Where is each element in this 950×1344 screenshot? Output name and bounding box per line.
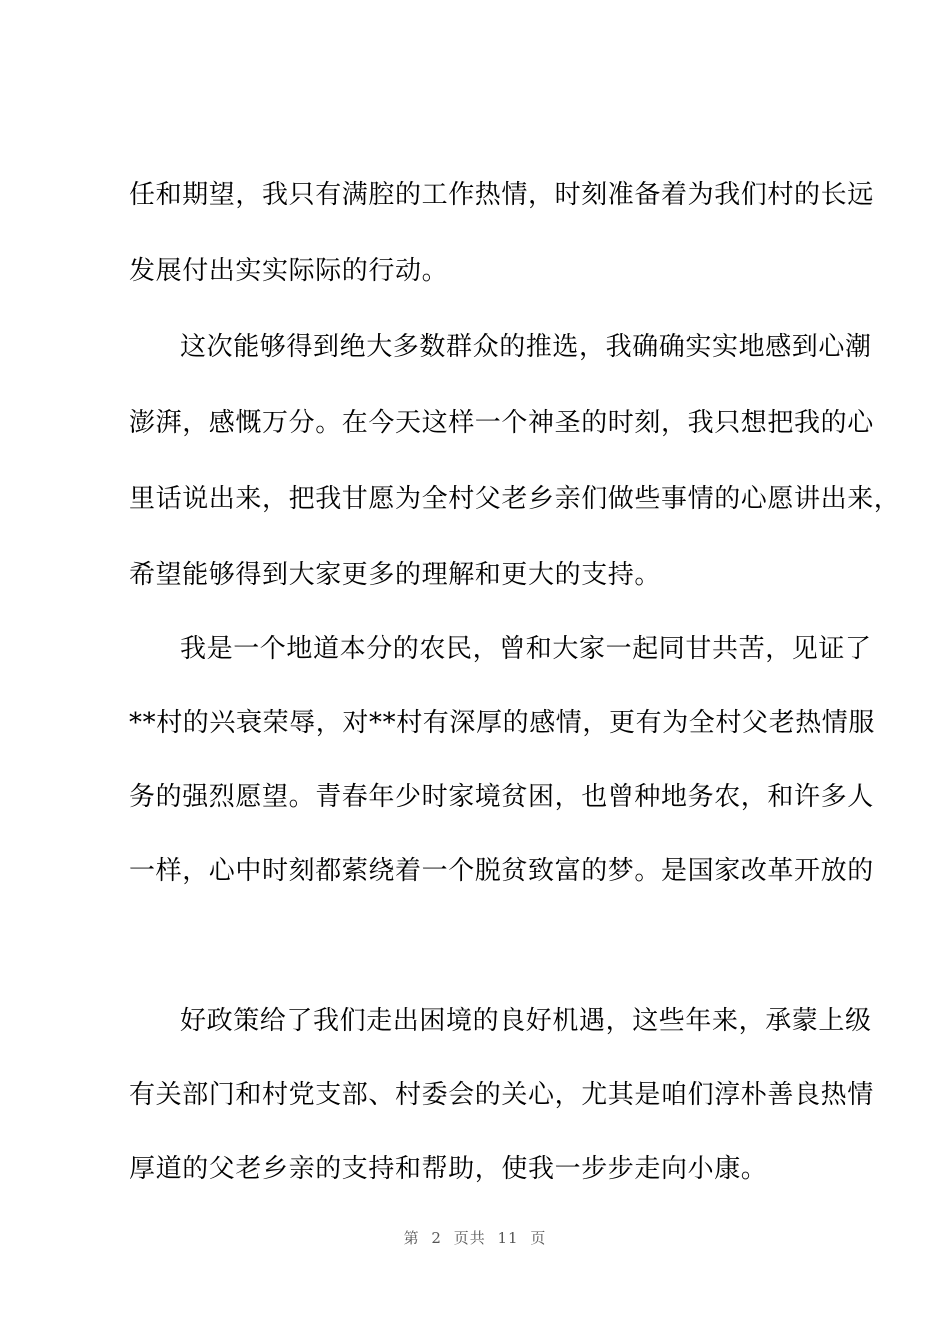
page-number-footer: 第 2 页共 11 页 bbox=[403, 1229, 547, 1247]
text-line: 务的强烈愿望。青春年少时家境贫困，也曾种地务农，和许多人 bbox=[129, 782, 874, 812]
text-line: **村的兴衰荣辱，对**村有深厚的感情，更有为全村父老热情服 bbox=[129, 708, 876, 738]
text-line: 里话说出来，把我甘愿为全村父老乡亲们做些事情的心愿讲出来， bbox=[129, 484, 901, 514]
text-line: 任和期望，我只有满腔的工作热情，时刻准备着为我们村的长远 bbox=[129, 180, 874, 210]
paragraph-start-line: 我是一个地道本分的农民，曾和大家一起同甘共苦，见证了 bbox=[180, 634, 872, 664]
text-line: 澎湃，感慨万分。在今天这样一个神圣的时刻，我只想把我的心 bbox=[129, 408, 874, 438]
text-line: 有关部门和村党支部、村委会的关心，尤其是咱们淳朴善良热情 bbox=[129, 1080, 874, 1110]
text-line: 希望能够得到大家更多的理解和更大的支持。 bbox=[129, 560, 662, 590]
text-line: 厚道的父老乡亲的支持和帮助，使我一步步走向小康。 bbox=[129, 1154, 768, 1184]
text-line: 发展付出实实际际的行动。 bbox=[129, 256, 449, 286]
text-line: 一样，心中时刻都萦绕着一个脱贫致富的梦。是国家改革开放的 bbox=[129, 856, 874, 886]
paragraph-start-line: 这次能够得到绝大多数群众的推选，我确确实实地感到心潮 bbox=[180, 332, 872, 362]
paragraph-start-line: 好政策给了我们走出困境的良好机遇，这些年来，承蒙上级 bbox=[180, 1006, 872, 1036]
